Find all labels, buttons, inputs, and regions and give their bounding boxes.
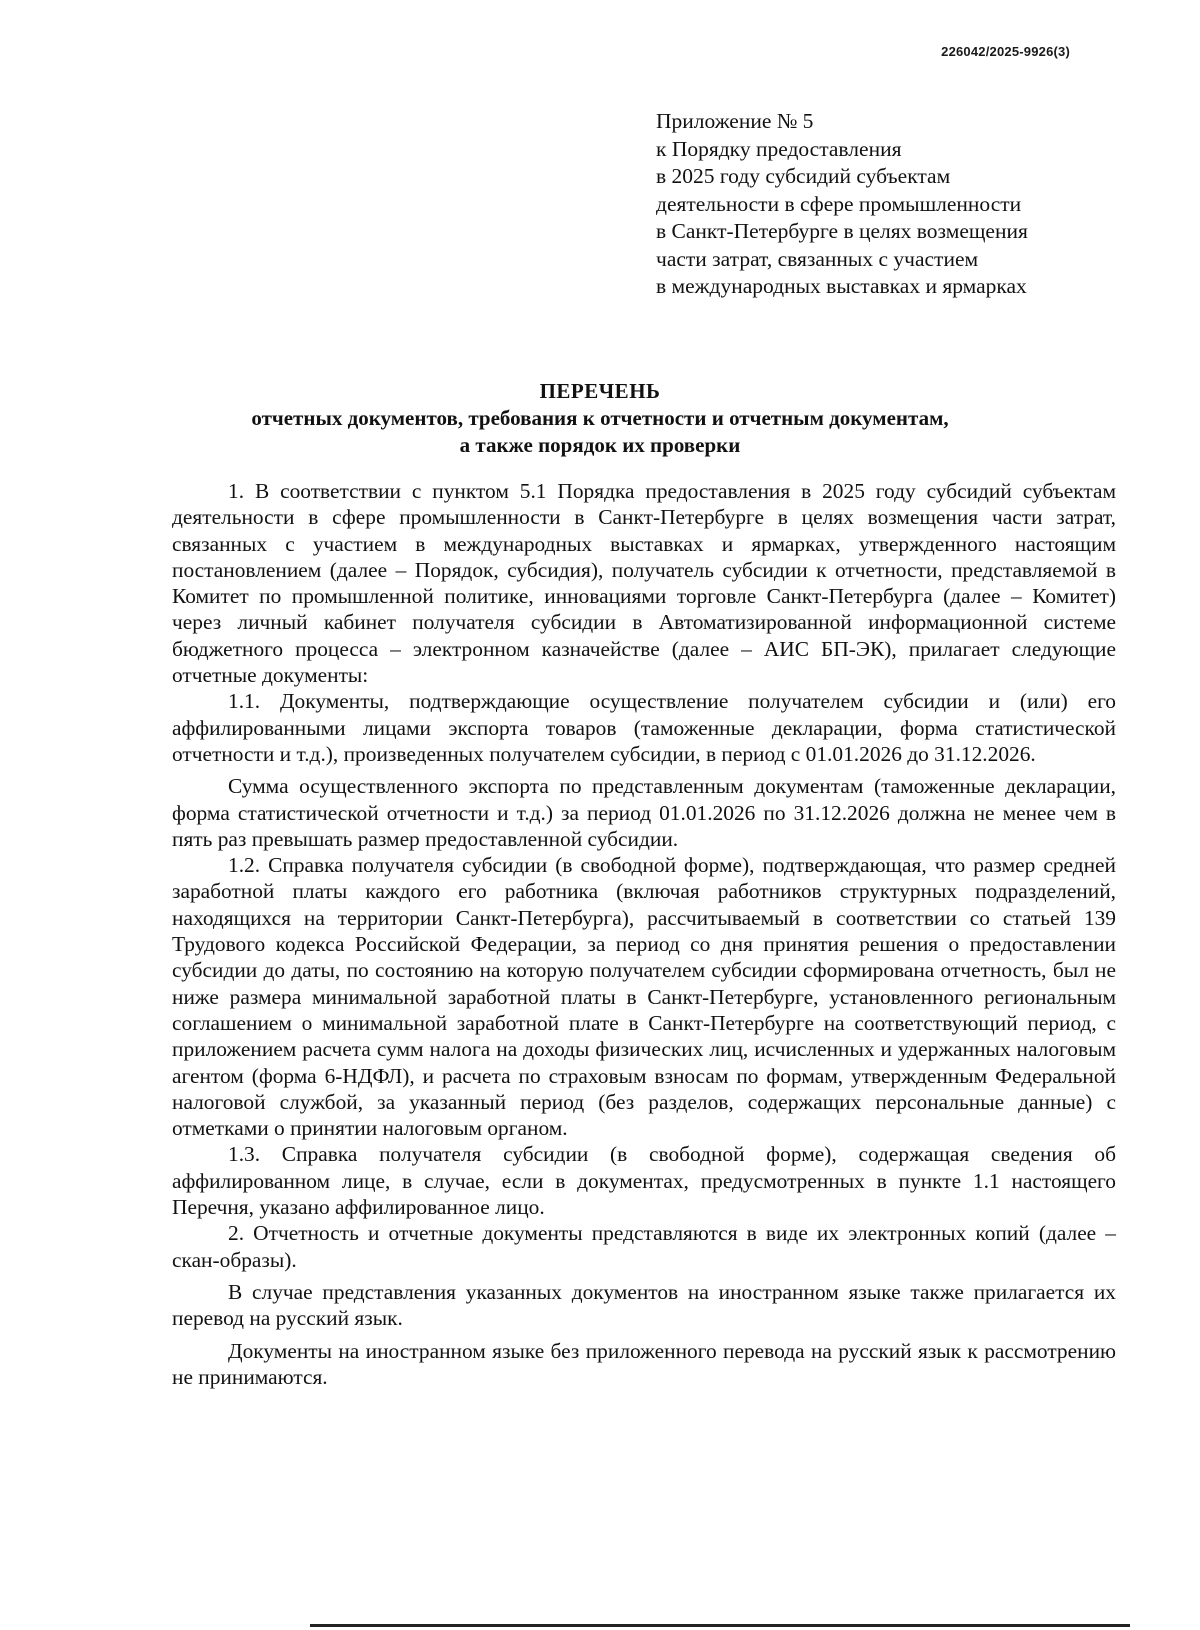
document-title: ПЕРЕЧЕНЬ	[539, 379, 661, 403]
appendix-line: в 2025 году субсидий субъектам	[656, 164, 951, 188]
document-title-block	[0, 378, 1200, 459]
appendix-line: части затрат, связанных с участием	[656, 246, 979, 271]
appendix-line: к Порядку предоставления	[656, 136, 902, 161]
document-number: 226042/2025-9926(3)	[941, 44, 1070, 59]
paragraph-1: 1. В соответствии с пунктом 5.1 Порядка предоставления в 2025 году субсидий субъектам деятельности в сфере промышленности в Санкт-Петербурге в целях возмещения части затрат, связанных с участием в международных выставках и ярмарках, утвержденного настоящим постановлением (далее – Порядок, субсидия), получатель субсидии к отчетности, представляемой в Комитет по промышленной политике, инновациями торговле Санкт-Петербурга (далее – Комитет) через личный кабинет получателя субсидии в Автоматизированной информационной системе бюджетного процесса – электронном казначействе (далее – АИС БП-ЭК), прилагает следующие отчетные документы:	[172, 479, 1116, 688]
paragraph-1-1: 1.1. Документы, подтверждающие осуществление получателем субсидии и (или) его аффилированными лицами экспорта товаров (таможенные декларации, форма статистической отчетности и т.д.), произведенных получателем субсидии, в период с 01.01.2026 до 31.12.2026.	[172, 689, 1116, 766]
appendix-line: в международных выставках и ярмарках	[656, 274, 1027, 298]
paragraph-not-accepted: Документы на иностранном языке без приложенного перевода на русский язык к рассмотрению не принимаются.	[172, 1338, 1116, 1389]
appendix-block	[656, 108, 1126, 301]
document-subtitle-line-2: а также порядок их проверки	[459, 433, 741, 457]
paragraph-1-2: 1.2. Справка получателя субсидии (в свободной форме), подтверждающая, что размер средней заработной платы каждого его работника (включая работников структурных подразделений, находящихся на территории Санкт-Петербурга), рассчитываемый в соответствии со статьей 139 Трудового кодекса Российской Федерации, за период со дня принятия решения о предоставлении субсидии до даты, по состоянию на которую получателем субсидии сформирована отчетность, был не ниже размера минимальной заработной платы в Санкт-Петербурге, установленного региональным соглашением о минимальной заработной плате в Санкт-Петербурге на соответствующий период, с приложением расчета сумм налога на доходы физических лиц, исчисленных и удержанных налоговым агентом (форма 6-НДФЛ), и расчета по страховым взносам по формам, утвержденным Федеральной налоговой службой, за указанный период (без разделов, содержащих персональные данные) с отметками о принятии налоговым органом.	[172, 853, 1116, 1141]
appendix-line: в Санкт-Петербурге в целях возмещения	[656, 219, 1028, 243]
document-body	[172, 478, 1116, 1390]
paragraph-export-sum: Сумма осуществленного экспорта по представленным документам (таможенные декларации, форма статистической отчетности и т.д.) за период 01.01.2026 по 31.12.2026 должна не менее чем в пять раз превышать размер предоставленной субсидии.	[172, 774, 1116, 851]
appendix-line: Приложение № 5	[656, 109, 814, 133]
page-bottom-edge-line	[310, 1624, 1130, 1627]
paragraph-translation: В случае представления указанных документов на иностранном языке также прилагается их перевод на русский язык.	[172, 1279, 1116, 1331]
appendix-line: деятельности в сфере промышленности	[656, 191, 1022, 216]
paragraph-2: 2. Отчетность и отчетные документы представляются в виде их электронных копий (далее – скан-образы).	[172, 1221, 1116, 1272]
paragraph-1-3: 1.3. Справка получателя субсидии (в свободной форме), содержащая сведения об аффилированном лице, в случае, если в документах, предусмотренных в пункте 1.1 настоящего Перечня, указано аффилированное лицо.	[172, 1142, 1116, 1220]
document-subtitle-line-1: отчетных документов, требования к отчетности и отчетным документам,	[251, 406, 949, 430]
